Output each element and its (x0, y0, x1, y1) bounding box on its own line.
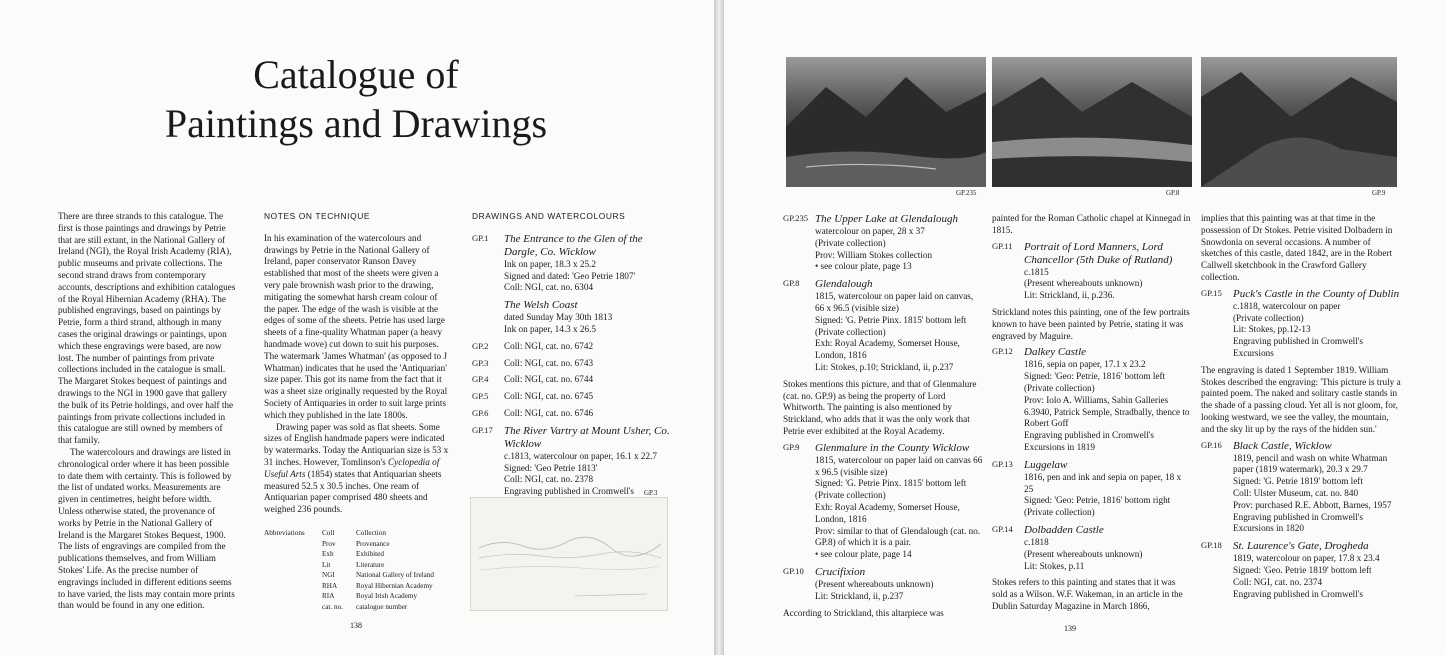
catalogue-entry (472, 358, 672, 370)
catalogue-entry (783, 278, 983, 374)
entry-line: 1819, pencil and wash on white Whatman paper (1819 watermark), 20.3 x 29.7 (1233, 452, 1388, 475)
entry-body (1233, 440, 1401, 536)
entry-line: Lit: Stokes, p.10; Strickland, ii, p.237 (815, 361, 954, 372)
catalogue-column-1 (783, 213, 983, 623)
entry-line: Excursions in 1819 (1024, 441, 1095, 452)
abbreviation-key: RHA (322, 581, 338, 590)
plate-glendalough (992, 57, 1192, 187)
entry-line: Coll: NGI, cat. no. 6743 (504, 357, 594, 368)
entry-line: • see colour plate, page 14 (815, 549, 912, 560)
abbreviation-row (322, 570, 434, 581)
landscape-image (1201, 57, 1397, 187)
entry-title: Dolbadden Castle (1024, 523, 1104, 536)
catalogue-entry (992, 524, 1192, 572)
entry-line: Ink on paper, 18.3 x 25.2 (504, 258, 597, 269)
abbreviations-list (264, 528, 454, 612)
abbreviation-row (322, 591, 434, 602)
intro-paragraph: The watercolours and drawings are listed in chronological order where it has been possible to date them with certainty. This is followed by the list of undated works. Measurements are given in centimetres, height before width. Unless otherwise stated, the provenance of works by Petrie in the National Gallery of Ireland is the Margaret Stokes Bequest, 1900. The lists of engravings are compiled from the publications themselves, and from William Stokes' Life. As the precise number of engravings included in different editions seems to have varied, the lists may contain more prints than would be found in any one edition. (58, 446, 235, 611)
abbreviation-value: Royal Irish Academy (356, 592, 418, 600)
entry-line: • see colour plate, page 13 (815, 261, 912, 272)
catalogue-number: GP.11 (992, 240, 1013, 251)
entry-line: Coll: NGI, cat. no. 6744 (504, 374, 594, 385)
entry-title: The Entrance to the Glen of the Dargle, Co. Wicklow (504, 232, 643, 258)
entry-line: Signed and dated: 'Geo Petrie 1807' (504, 270, 636, 281)
technique-paragraph: In his examination of the watercolours and drawings by Petrie in the National Gallery of Ireland, paper conservator Ranson Davey established that most of the sheets were given a very pale brownish wash prior to the drawing, mitigating the somewhat harsh cream colour of the paper. The edge of the wash is visible at the edges of some of the sheets. Petrie has used large sheets of a fine-quality Whatman paper (a heavy handmade wove) cut down to suit his purposes. The watermark 'James Whatman' (as opposed to J Whatman) indicates that he used the 'Antiquarian' size paper. This got its name from the fact that it was a sheet size originally requested by the Royal Society of Antiquaries in order to suit large prints which they published in the late 1800s. (264, 232, 448, 420)
entry-line: Engraving published in Cromwell's (1233, 336, 1364, 347)
technique-paragraph: Drawing paper was sold as flat sheets. Some sizes of English handmade papers were indicated by watermarks. Today the Antiquarian size is 53 x 31 inches. However, Tomlinson's Cyclopedia of Useful Arts (1854) states that Antiquarian sheets measured 52.5 x 30.5 inches. One ream of Antiquarian paper comprised 480 sheets and weighed 236 pounds. (264, 421, 449, 515)
catalogue-entry (1201, 288, 1401, 360)
entry-line: 1819, watercolour on paper, 17.8 x 23.4 (1233, 553, 1380, 564)
abbreviation-value: Provenance (356, 539, 390, 548)
catalogue-entry (472, 341, 672, 353)
entry-line: Engraving published in Cromwell's (1233, 511, 1364, 522)
entry-body (1233, 540, 1401, 600)
book-gutter (714, 0, 724, 655)
catalogue-entry (992, 307, 1192, 342)
catalogue-entry (992, 577, 1192, 612)
catalogue-entry (472, 374, 672, 386)
intro-paragraph: There are three strands to this catalogue. The first is those paintings and drawings by Petrie that are still extant, in the National Gallery of Ireland (NGI), the Royal Irish Academy (RIA), public museums and private collections. The second strand draws from contemporary accounts, descriptions and exhibition catalogues of the Royal Hibernian Academy (RHA). The published engravings, based on paintings by Petrie, form a third strand, although in many cases the original drawings or paintings, upon which these engravings were based, are now lost. The number of paintings from private collections included in the catalogue is small. The Margaret Stokes bequest of paintings and drawings to the NGI in 1900 gave that gallery the bulk of its Petrie holdings, and over half the paintings from private collections included in this catalogue are still owned by members of that family. (58, 211, 236, 446)
entry-line: Prov: similar to that of Glendalough (cat. no. GP.8) of which it is a pair. (815, 525, 981, 548)
page-number: 139 (1064, 624, 1076, 633)
catalogue-number: GP.2 (472, 340, 489, 351)
left-page (0, 0, 714, 655)
abbreviation-value: catalogue number (356, 602, 408, 611)
entry-line: Coll: NGI, cat. no. 2374 (1233, 576, 1323, 587)
drawings-column (472, 211, 672, 515)
catalogue-entry (472, 408, 672, 420)
page-title (100, 50, 612, 148)
entry-title: Luggelaw (1024, 458, 1068, 471)
sketch-image (470, 497, 668, 611)
catalogue-entry (472, 299, 672, 336)
catalogue-entry (1201, 440, 1401, 536)
plate-glenmalure (1201, 57, 1397, 187)
catalogue-number: GP.10 (783, 565, 804, 576)
catalogue-entry (992, 346, 1192, 453)
abbreviation-value: Exhibited (356, 550, 384, 558)
entry-line: Coll: NGI, cat. no. 6745 (504, 391, 594, 402)
entry-line: Coll: NGI, cat. no. 6304 (504, 282, 594, 293)
entry-line: (Present whereabouts unknown) (1024, 548, 1143, 559)
abbreviation-row (322, 549, 434, 560)
landscape-image (992, 57, 1192, 187)
sketch-drawing (471, 498, 667, 610)
entry-body (815, 213, 983, 273)
catalogue-number: GP.6 (472, 407, 489, 418)
catalogue-entry (992, 213, 1192, 237)
abbreviation-key: RIA (322, 592, 335, 600)
entry-line: Signed: 'Geo Petrie 1813' (504, 462, 598, 473)
entry-title: Black Castle, Wicklow (1233, 439, 1332, 452)
catalogue-number: GP.17 (472, 424, 493, 435)
entry-line: Signed: 'Geo. Petrie 1819' bottom left (1233, 564, 1372, 575)
entry-title: Dalkey Castle (1024, 346, 1087, 359)
entry-line: dated Sunday May 30th 1813 (504, 312, 613, 323)
entry-body (1024, 459, 1192, 519)
entry-line: c.1818, watercolour on paper (1233, 300, 1341, 311)
entry-line: Excursions in 1820 (1233, 523, 1304, 534)
intro-column (58, 211, 238, 612)
entry-line: Engraving published in Cromwell's (1024, 430, 1155, 441)
entry-line: Prov: purchased R.E. Abbott, Barnes, 1957 (1233, 499, 1392, 510)
catalogue-number: GP.8 (783, 278, 800, 289)
entry-body (504, 374, 672, 386)
entry-body (1024, 346, 1192, 453)
entry-title: Glendalough (815, 278, 873, 291)
catalogue-number (472, 299, 504, 336)
entry-text: implies that this painting was at that time in the possession of Dr Stokes. Petrie visited Dolbadern in Snowdonia on several occasions. A number of sketches of this castle, dated 1842, are in the Robert Callwell sketchbook in the Crawford Gallery collection. (1201, 213, 1393, 282)
entry-title: St. Laurence's Gate, Drogheda (1233, 540, 1369, 553)
abbreviation-value: Collection (356, 529, 386, 537)
abbreviation-row (322, 539, 434, 550)
catalogue-entry (783, 379, 983, 438)
entry-line: watercolour on paper, 28 x 37 (815, 226, 925, 236)
catalogue-number: GP.5 (472, 391, 489, 402)
abbreviations-label: Abbreviations (264, 529, 305, 537)
entry-line: Signed: 'Geo: Petrie, 1816' bottom left (1024, 371, 1166, 382)
entry-line: (Private collection) (815, 326, 886, 337)
plate-label: GP.235 (956, 189, 977, 197)
title-line-1: Catalogue of (253, 52, 459, 97)
catalogue-number: GP.14 (992, 523, 1013, 534)
abbreviation-value: Literature (356, 560, 385, 569)
entry-line: Prov: Iolo A. Williams, Sabin Galleries 6.3940, Patrick Semple, Stradbally, thence to Robert Goff (1024, 394, 1190, 429)
catalogue-entry (992, 241, 1192, 302)
entry-line: Coll: NGI, cat. no. 2378 (504, 474, 594, 485)
entry-line: Coll: NGI, cat. no. 6746 (504, 407, 594, 418)
catalogue-number: GP.4 (472, 374, 489, 385)
plate-upper-lake (786, 57, 986, 187)
catalogue-number: GP.9 (783, 441, 800, 452)
catalogue-number: GP.1 (472, 232, 489, 243)
catalogue-number: GP.3 (472, 357, 489, 368)
entry-body (504, 408, 672, 420)
entry-text: Strickland notes this painting, one of the few portraits known to have been painted by Petrie, stating it was engraved by Maguire. (992, 306, 1190, 341)
entry-body (815, 566, 983, 603)
entry-body (504, 358, 672, 370)
entry-title: Portrait of Lord Manners, Lord Chancellor (5th Duke of Rutland) (1024, 240, 1173, 266)
entry-title: The Welsh Coast (504, 299, 578, 312)
plate-label: GP.9 (1372, 189, 1386, 197)
catalogue-entry (783, 608, 983, 620)
catalogue-entry (1201, 540, 1401, 600)
entry-line: (Present whereabouts unknown) (815, 578, 934, 589)
entry-line: Lit: Strickland, ii, p.236. (1024, 290, 1115, 301)
entry-line: Prov: William Stokes collection (815, 249, 933, 260)
entry-body (1024, 241, 1192, 302)
entry-body (504, 391, 672, 403)
catalogue-entry (783, 566, 983, 603)
entry-text: painted for the Roman Catholic chapel at Kinnegad in 1815. (992, 213, 1191, 235)
catalogue-entries (472, 233, 672, 510)
catalogue-column-3 (1201, 213, 1401, 605)
entry-line: Signed: 'G. Petrie Pinx. 1815' bottom left (815, 478, 967, 489)
abbreviation-row (322, 560, 434, 571)
catalogue-entry (472, 233, 672, 294)
entry-body (1024, 524, 1192, 572)
catalogue-number: GP.18 (1201, 540, 1222, 551)
catalogue-entry (472, 391, 672, 403)
abbreviation-row (322, 528, 434, 539)
entry-line: 1816, sepia on paper, 17.1 x 23.2 (1024, 359, 1146, 370)
entry-body (504, 233, 672, 294)
entry-line: (Private collection) (815, 490, 886, 501)
entry-line: (Private collection) (815, 237, 886, 248)
right-page (724, 0, 1445, 655)
entry-text: Stokes mentions this picture, and that of Glenmalure (cat. no. GP.9) as being the property of Lord Whitworth. The painting is also mentioned by Strickland, who adds that it was the only work that Petrie ever exhibited at the Royal Academy. (783, 378, 977, 436)
entry-title: The River Vartry at Mount Usher, Co. Wicklow (504, 424, 670, 450)
abbreviation-key: Lit (322, 560, 331, 569)
entry-line: c.1818 (1024, 536, 1049, 547)
entry-line: Excursions (1233, 347, 1274, 358)
abbreviation-key: cat. no. (322, 602, 343, 611)
catalogue-number: GP.16 (1201, 439, 1222, 450)
entry-line: Engraving published in Cromwell's (504, 486, 635, 497)
entry-text: According to Strickland, this altarpiece was (783, 607, 944, 618)
entry-line: c.1813, watercolour on paper, 16.1 x 22.7 (504, 450, 657, 461)
abbreviation-key: Prov (322, 539, 336, 548)
entry-body (1233, 288, 1401, 360)
abbreviation-key: Coll (322, 529, 335, 537)
catalogue-number: GP.12 (992, 346, 1013, 357)
entry-line: 1815, watercolour on paper laid on canvas, 66 x 96.5 (visible size) (815, 291, 974, 313)
entry-line: Signed: 'G. Petrie 1819' bottom left (1233, 476, 1363, 487)
entry-line: c.1815 (1024, 266, 1049, 277)
landscape-image (786, 57, 986, 187)
entry-line: 1816, pen and ink and sepia on paper, 18 x 25 (1024, 471, 1182, 494)
entry-line: Lit: Stokes, p.11 (1024, 560, 1085, 571)
entry-body (815, 442, 983, 561)
sketch-label: GP.3 (644, 489, 658, 497)
abbreviation-row (322, 602, 434, 613)
plate-label: GP.8 (1166, 189, 1180, 197)
entry-line: Signed: 'G. Petrie Pinx. 1815' bottom left (815, 314, 967, 325)
abbreviation-key: NGI (322, 571, 335, 579)
entry-body (815, 278, 983, 374)
entry-title: Puck's Castle in the County of Dublin (1233, 287, 1400, 300)
abbreviation-row (322, 581, 434, 592)
title-line-2: Paintings and Drawings (164, 101, 548, 146)
entry-line: Ink on paper, 14.3 x 26.5 (504, 323, 597, 334)
catalogue-entry (992, 459, 1192, 519)
entry-line: Coll: NGI, cat. no. 6742 (504, 340, 594, 351)
entry-body (504, 299, 672, 336)
catalogue-column-2 (992, 213, 1192, 617)
catalogue-entry (783, 213, 983, 273)
entry-body (504, 341, 672, 353)
catalogue-entry (1201, 213, 1401, 284)
entry-line: (Private collection) (1024, 382, 1095, 393)
entry-line: (Private collection) (1233, 312, 1304, 323)
entry-line: Signed: 'Geo: Petrie, 1816' bottom right (1024, 495, 1171, 506)
catalogue-entry (783, 442, 983, 561)
entry-line: Coll: Ulster Museum, cat. no. 840 (1233, 487, 1359, 498)
page-number: 138 (350, 621, 362, 630)
catalogue-number: GP.235 (783, 213, 809, 223)
technique-column (264, 211, 449, 516)
entry-title: The Upper Lake at Glendalough (815, 213, 958, 225)
entry-line: Lit: Stokes, pp.12-13 (1233, 324, 1311, 335)
entry-line: 1815, watercolour on paper laid on canvas 66 x 96.5 (visible size) (815, 454, 983, 477)
entry-line: Exh: Royal Academy, Somerset House, London, 1816 (815, 501, 960, 524)
abbreviation-value: Royal Hibernian Academy (356, 581, 433, 590)
entry-title: Crucifixion (815, 565, 866, 578)
entry-line: Lit: Strickland, ii, p.237 (815, 590, 904, 601)
abbreviation-key: Exh (322, 550, 334, 558)
abbreviation-value: National Gallery of Ireland (356, 571, 435, 579)
entry-title: Glenmalure in the County Wicklow (815, 441, 970, 454)
book-title: Cyclopedia of Useful Arts (264, 456, 440, 479)
technique-heading: NOTES ON TECHNIQUE (264, 211, 371, 221)
entry-line: Exh: Royal Academy, Somerset House, London, 1816 (815, 338, 960, 361)
drawings-heading: DRAWINGS AND WATERCOLOURS (472, 211, 626, 221)
entry-line: Engraving published in Cromwell's (1233, 588, 1364, 599)
entry-text: Stokes refers to this painting and states that it was sold as a Wilson. W.F. Wakeman, in an article in the Dublin Saturday Magazine in March 1866, (992, 577, 1183, 611)
abbreviations-rows (322, 528, 434, 612)
entry-text: The engraving is dated 1 September 1819. William Stokes described the engraving: 'This picture is truly a painted poem. The naked and solitary castle stands in the shade of a passing cloud. Yet all is not gloom, for, looking westward, we see the valley, the mountain, and the sky lit up by the rays of the hidden sun.' (1201, 364, 1401, 434)
entry-line: (Present whereabouts unknown) (1024, 278, 1143, 289)
catalogue-entry (1201, 365, 1401, 436)
catalogue-number: GP.15 (1201, 287, 1222, 298)
catalogue-number: GP.13 (992, 458, 1013, 469)
entry-line: (Private collection) (1024, 507, 1095, 518)
